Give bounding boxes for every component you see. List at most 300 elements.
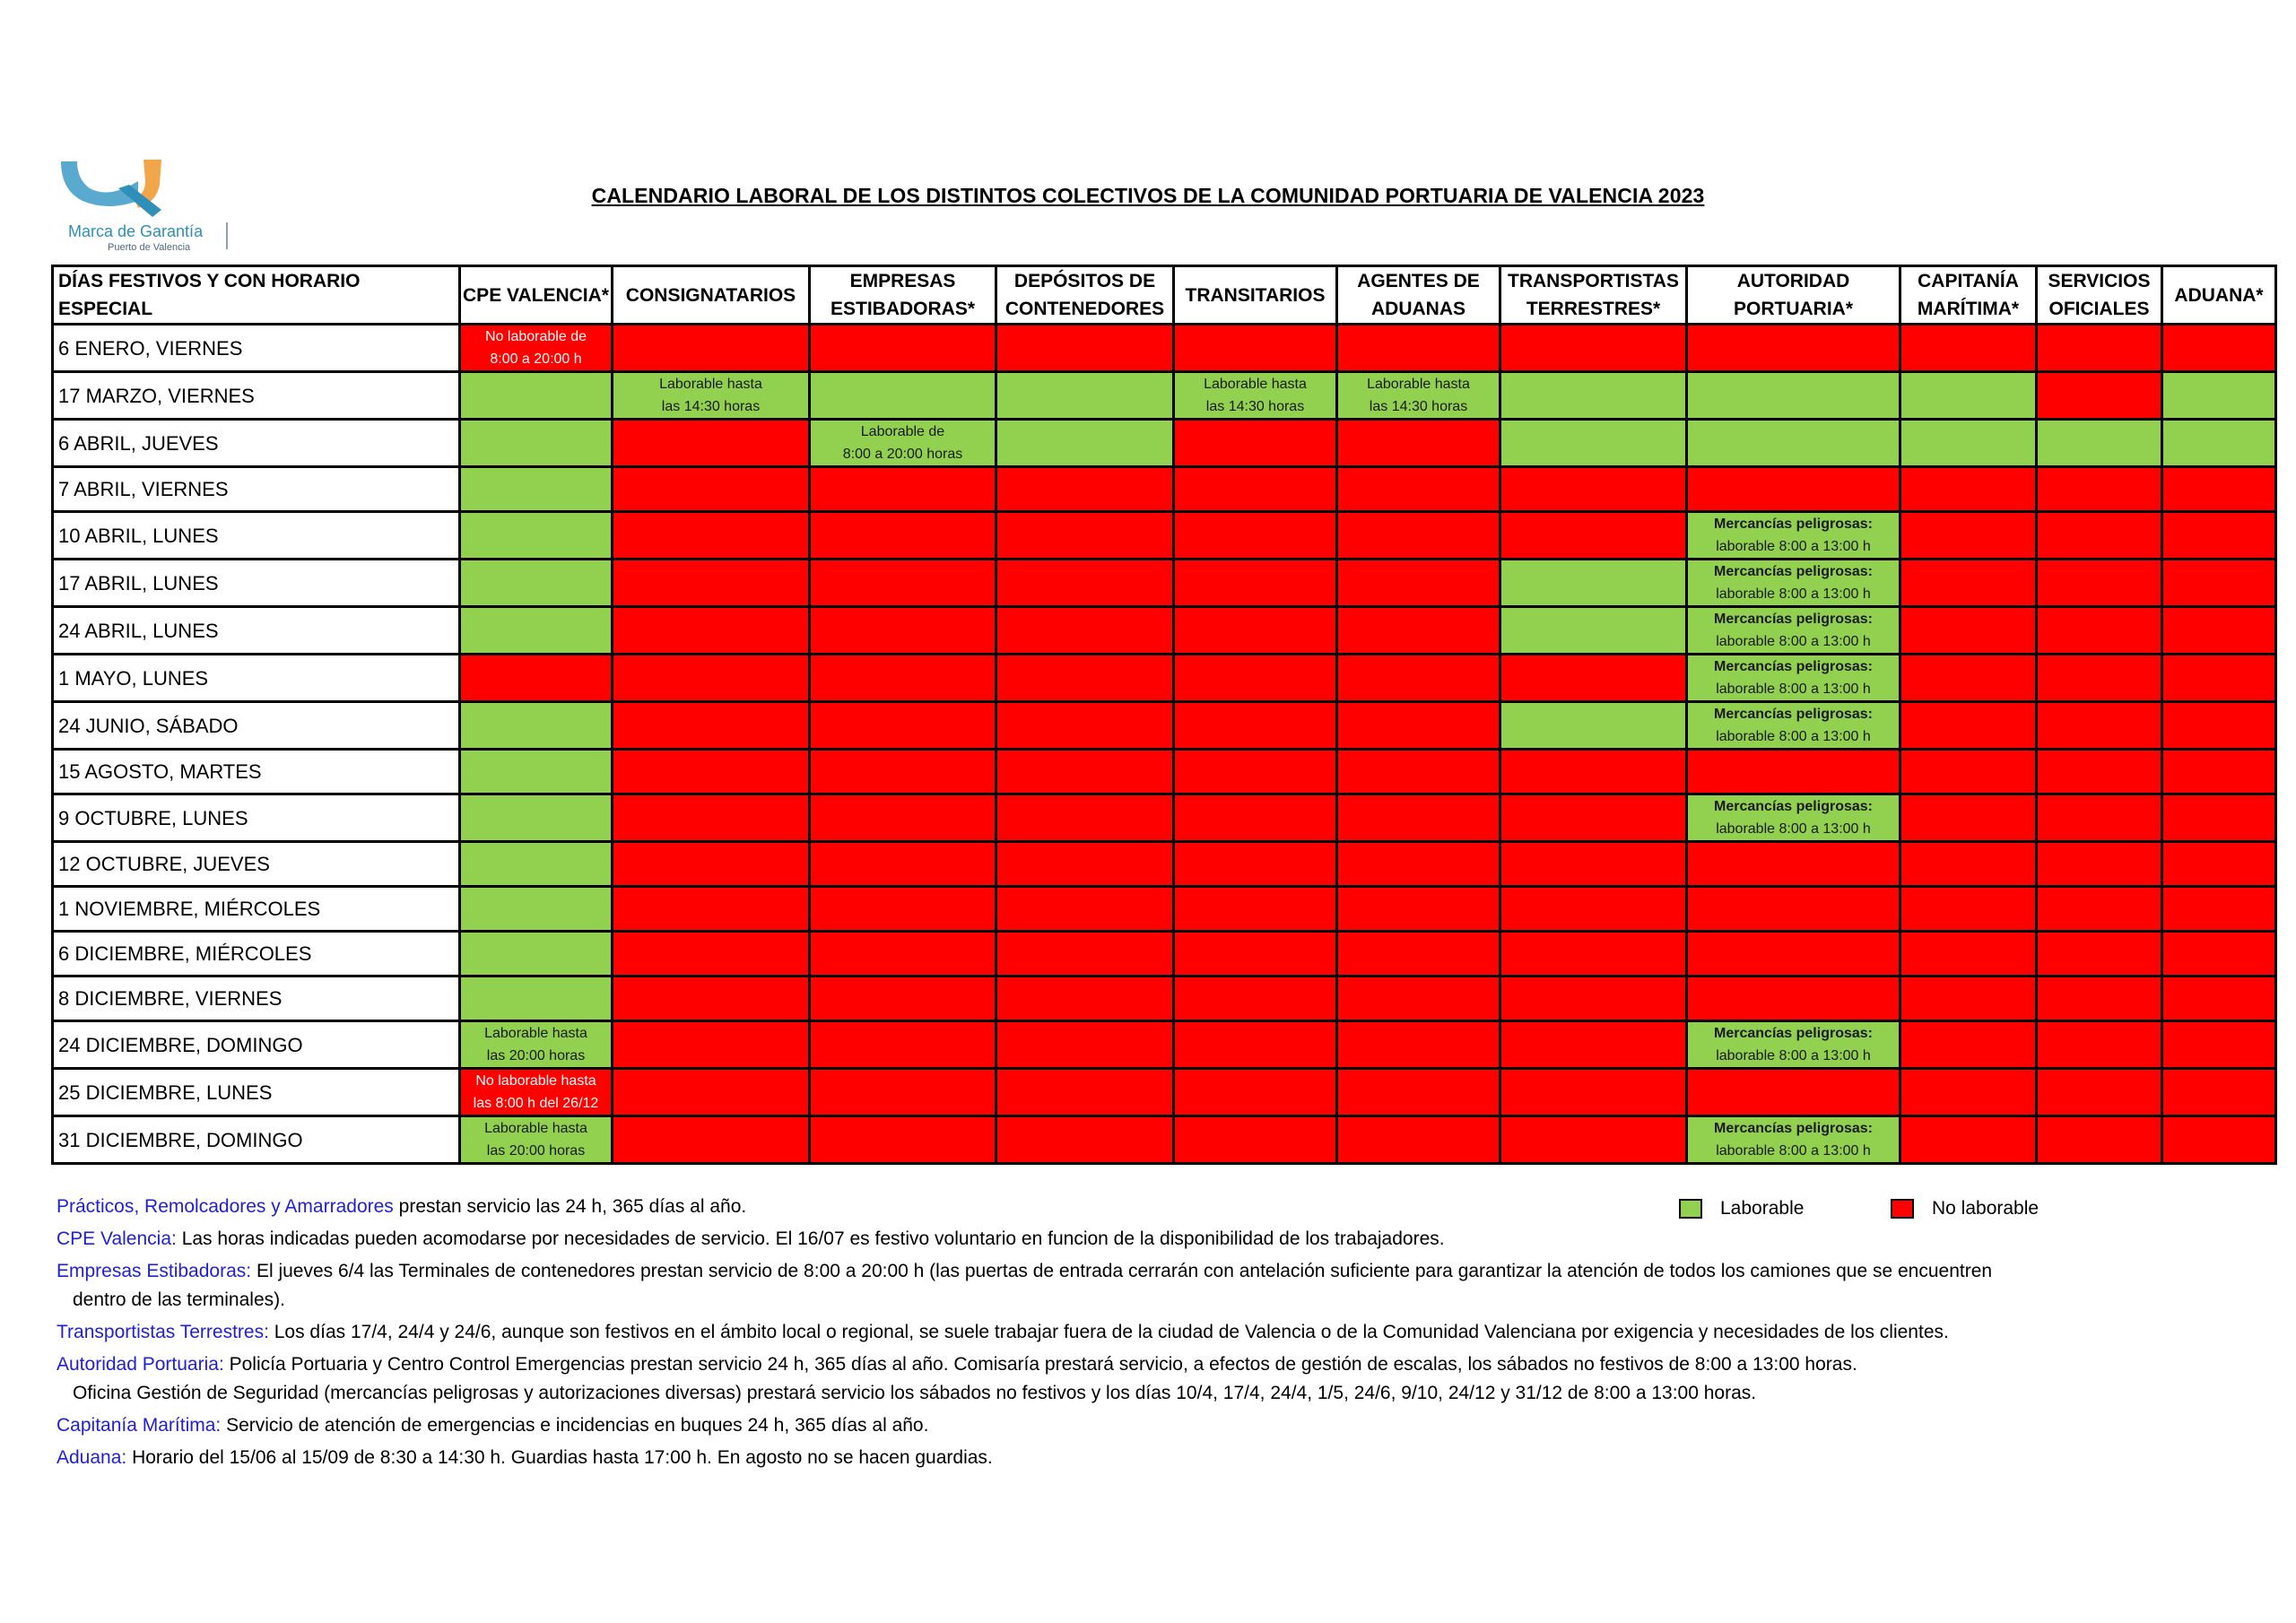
cell-laborable bbox=[810, 420, 996, 467]
cell-note: laborable 8:00 a 13:00 h bbox=[1716, 634, 1871, 649]
header-label: CONSIGNATARIOS bbox=[625, 284, 796, 306]
cell-no-laborable bbox=[1500, 655, 1687, 702]
cell-note: las 14:30 horas bbox=[1205, 399, 1305, 414]
cell-no-laborable bbox=[1900, 560, 2037, 607]
cell-note: Mercancías peligrosas: bbox=[1714, 659, 1873, 674]
cell-no-laborable bbox=[460, 325, 613, 372]
note-key: Transportistas Terrestres: bbox=[57, 1322, 269, 1342]
header-label: ESTIBADORAS* bbox=[830, 299, 976, 319]
table-row bbox=[53, 467, 2276, 512]
day-label: 10 ABRIL, LUNES bbox=[53, 512, 460, 560]
cell-note: No laborable hasta bbox=[475, 1073, 596, 1089]
calendar-table bbox=[51, 265, 2277, 1165]
cell-no-laborable bbox=[1337, 702, 1500, 750]
cell-no-laborable bbox=[2162, 655, 2276, 702]
cell-note: Laborable hasta bbox=[659, 377, 762, 392]
cell-no-laborable bbox=[996, 750, 1174, 794]
cell-note: laborable 8:00 a 13:00 h bbox=[1716, 729, 1871, 744]
cell-note: Mercancías peligrosas: bbox=[1714, 516, 1873, 532]
header-label: TRANSITARIOS bbox=[1185, 284, 1326, 306]
cell-no-laborable bbox=[1174, 1021, 1337, 1069]
cell-no-laborable bbox=[1337, 607, 1500, 655]
table-row bbox=[53, 750, 2276, 794]
table-row bbox=[53, 560, 2276, 607]
header-label: AUTORIDAD bbox=[1736, 271, 1850, 291]
cell-no-laborable bbox=[1900, 794, 2037, 842]
cell-no-laborable bbox=[2037, 372, 2162, 420]
cell-no-laborable bbox=[1337, 1021, 1500, 1069]
cell-laborable bbox=[1687, 655, 1900, 702]
cell-no-laborable bbox=[2037, 325, 2162, 372]
cell-no-laborable bbox=[1900, 325, 2037, 372]
cell-no-laborable bbox=[996, 1116, 1174, 1164]
cell-no-laborable bbox=[810, 750, 996, 794]
cell-laborable bbox=[1687, 560, 1900, 607]
cell-no-laborable bbox=[2037, 560, 2162, 607]
cell-laborable bbox=[1687, 1116, 1900, 1164]
day-label: 24 JUNIO, SÁBADO bbox=[53, 702, 460, 750]
header-col-10 bbox=[2037, 266, 2162, 325]
cell-no-laborable bbox=[1337, 932, 1500, 976]
note-key: Capitanía Marítima: bbox=[57, 1415, 222, 1436]
cell-no-laborable bbox=[996, 1069, 1174, 1116]
header-label: CAPITANÍA bbox=[1918, 271, 2019, 291]
cell-no-laborable bbox=[1500, 1021, 1687, 1069]
cell-no-laborable bbox=[2037, 1116, 2162, 1164]
cell-no-laborable bbox=[810, 512, 996, 560]
cell-no-laborable bbox=[460, 1069, 613, 1116]
cell-laborable bbox=[613, 372, 810, 420]
cell-laborable bbox=[1500, 420, 1687, 467]
note-paragraph bbox=[57, 1350, 2254, 1408]
table-row bbox=[53, 702, 2276, 750]
note-continuation: Oficina Gestión de Seguridad (mercancías peligrosas y autorizaciones diversas) prestará servicio los sábados no festivos y los días 10/4, 17/4, 24/4, 1/5, 24/6, 9/10, 24/12 y 31/12 de 8:00 a 13:00 horas. bbox=[73, 1383, 1757, 1403]
cell-note: las 14:30 horas bbox=[661, 399, 761, 414]
note-key: Autoridad Portuaria: bbox=[57, 1354, 224, 1375]
day-label: 17 ABRIL, LUNES bbox=[53, 560, 460, 607]
cell-no-laborable bbox=[2037, 1069, 2162, 1116]
header-label: ADUANA* bbox=[2174, 284, 2264, 306]
cell-no-laborable bbox=[2162, 887, 2276, 932]
header-label: DEPÓSITOS DE bbox=[1013, 271, 1156, 291]
cell-laborable bbox=[460, 842, 613, 887]
cell-no-laborable bbox=[2037, 842, 2162, 887]
cell-no-laborable bbox=[996, 932, 1174, 976]
cell-note: Laborable hasta bbox=[484, 1026, 587, 1041]
cell-note: laborable 8:00 a 13:00 h bbox=[1716, 586, 1871, 602]
cell-no-laborable bbox=[613, 750, 810, 794]
header-col-7 bbox=[1500, 266, 1687, 325]
cell-note: laborable 8:00 a 13:00 h bbox=[1716, 1048, 1871, 1063]
cell-laborable bbox=[460, 420, 613, 467]
cell-no-laborable bbox=[1174, 1069, 1337, 1116]
cell-no-laborable bbox=[613, 887, 810, 932]
cell-no-laborable bbox=[1900, 655, 2037, 702]
cell-no-laborable bbox=[996, 607, 1174, 655]
table-row bbox=[53, 607, 2276, 655]
cell-laborable bbox=[460, 512, 613, 560]
cell-note: Laborable hasta bbox=[1204, 377, 1307, 392]
cell-no-laborable bbox=[613, 512, 810, 560]
cell-no-laborable bbox=[810, 932, 996, 976]
header-col-9 bbox=[1900, 266, 2037, 325]
cell-note: laborable 8:00 a 13:00 h bbox=[1716, 1143, 1871, 1159]
cell-no-laborable bbox=[810, 794, 996, 842]
cell-laborable bbox=[1687, 372, 1900, 420]
cell-no-laborable bbox=[1500, 887, 1687, 932]
cell-no-laborable bbox=[1500, 842, 1687, 887]
cell-note: 8:00 a 20:00 h bbox=[490, 352, 582, 367]
cell-no-laborable bbox=[1500, 512, 1687, 560]
table-row bbox=[53, 1021, 2276, 1069]
cell-laborable bbox=[460, 750, 613, 794]
note-text: prestan servicio las 24 h, 365 días al año. bbox=[393, 1196, 747, 1217]
cell-laborable bbox=[2162, 420, 2276, 467]
day-label: 1 MAYO, LUNES bbox=[53, 655, 460, 702]
cell-no-laborable bbox=[2162, 1021, 2276, 1069]
cell-no-laborable bbox=[996, 560, 1174, 607]
cell-no-laborable bbox=[1500, 750, 1687, 794]
cell-no-laborable bbox=[613, 1069, 810, 1116]
cell-no-laborable bbox=[1174, 512, 1337, 560]
cell-laborable bbox=[460, 560, 613, 607]
cell-no-laborable bbox=[1174, 794, 1337, 842]
cell-no-laborable bbox=[1337, 794, 1500, 842]
cell-no-laborable bbox=[1337, 325, 1500, 372]
cell-no-laborable bbox=[1174, 702, 1337, 750]
cell-no-laborable bbox=[1337, 887, 1500, 932]
cell-no-laborable bbox=[2162, 794, 2276, 842]
note-paragraph bbox=[57, 1225, 2254, 1254]
cell-laborable bbox=[1500, 372, 1687, 420]
cell-no-laborable bbox=[1337, 655, 1500, 702]
cell-no-laborable bbox=[613, 702, 810, 750]
cell-laborable bbox=[460, 932, 613, 976]
table-row bbox=[53, 976, 2276, 1021]
cell-no-laborable bbox=[1174, 976, 1337, 1021]
note-paragraph bbox=[57, 1411, 2254, 1440]
cell-laborable bbox=[460, 467, 613, 512]
header-label: CPE VALENCIA* bbox=[463, 284, 609, 306]
cell-laborable bbox=[1687, 420, 1900, 467]
cell-laborable bbox=[1687, 1021, 1900, 1069]
cell-no-laborable bbox=[1174, 842, 1337, 887]
cell-no-laborable bbox=[2037, 750, 2162, 794]
cell-no-laborable bbox=[1500, 1069, 1687, 1116]
cell-no-laborable bbox=[2037, 607, 2162, 655]
cell-laborable bbox=[1500, 702, 1687, 750]
cell-laborable bbox=[1687, 794, 1900, 842]
day-label: 25 DICIEMBRE, LUNES bbox=[53, 1069, 460, 1116]
day-label: 1 NOVIEMBRE, MIÉRCOLES bbox=[53, 887, 460, 932]
cell-laborable bbox=[1500, 607, 1687, 655]
cell-laborable bbox=[460, 794, 613, 842]
note-text: Policía Portuaria y Centro Control Emergencias prestan servicio 24 h, 365 días al año. Comisaría prestará servicio, a efectos de gestión de escalas, los sábados no festivos de 8:00 a 13:00 horas. bbox=[223, 1354, 1857, 1375]
cell-no-laborable bbox=[1900, 1116, 2037, 1164]
cell-no-laborable bbox=[1337, 467, 1500, 512]
cell-laborable bbox=[460, 976, 613, 1021]
header-label: TERRESTRES* bbox=[1526, 299, 1661, 319]
cell-laborable bbox=[460, 372, 613, 420]
cell-no-laborable bbox=[1337, 420, 1500, 467]
cell-note: Mercancías peligrosas: bbox=[1714, 612, 1873, 627]
cell-laborable bbox=[460, 1021, 613, 1069]
header-label: ADUANAS bbox=[1371, 299, 1465, 319]
header-days bbox=[53, 266, 460, 325]
note-key: Aduana: bbox=[57, 1447, 127, 1468]
cell-no-laborable bbox=[1174, 932, 1337, 976]
cell-laborable bbox=[1337, 372, 1500, 420]
header-label: DÍAS FESTIVOS Y CON HORARIO ESPECIAL bbox=[58, 271, 361, 319]
cell-no-laborable bbox=[1500, 976, 1687, 1021]
cell-no-laborable bbox=[1900, 842, 2037, 887]
cell-no-laborable bbox=[2037, 794, 2162, 842]
cell-no-laborable bbox=[2037, 1021, 2162, 1069]
table-row bbox=[53, 1116, 2276, 1164]
cell-no-laborable bbox=[1337, 750, 1500, 794]
day-label: 8 DICIEMBRE, VIERNES bbox=[53, 976, 460, 1021]
header-col-6 bbox=[1337, 266, 1500, 325]
cell-no-laborable bbox=[1337, 842, 1500, 887]
cell-note: Mercancías peligrosas: bbox=[1714, 707, 1873, 722]
day-label: 24 ABRIL, LUNES bbox=[53, 607, 460, 655]
cell-no-laborable bbox=[2162, 1116, 2276, 1164]
cell-no-laborable bbox=[1500, 325, 1687, 372]
cell-no-laborable bbox=[1900, 512, 2037, 560]
note-paragraph bbox=[57, 1257, 2254, 1315]
table-row bbox=[53, 1069, 2276, 1116]
cell-laborable bbox=[1687, 702, 1900, 750]
cell-note: las 8:00 h del 26/12 bbox=[473, 1096, 599, 1111]
cell-no-laborable bbox=[2162, 467, 2276, 512]
cell-no-laborable bbox=[1687, 932, 1900, 976]
cell-no-laborable bbox=[613, 560, 810, 607]
cell-note: las 20:00 horas bbox=[486, 1048, 586, 1063]
day-label: 12 OCTUBRE, JUEVES bbox=[53, 842, 460, 887]
cell-note: Laborable de bbox=[860, 424, 945, 439]
table-row bbox=[53, 794, 2276, 842]
cell-no-laborable bbox=[613, 932, 810, 976]
cell-laborable bbox=[1900, 420, 2037, 467]
cell-no-laborable bbox=[613, 420, 810, 467]
cell-laborable bbox=[996, 420, 1174, 467]
cell-no-laborable bbox=[996, 1021, 1174, 1069]
cell-no-laborable bbox=[810, 976, 996, 1021]
cell-no-laborable bbox=[1337, 560, 1500, 607]
cell-no-laborable bbox=[1900, 976, 2037, 1021]
note-continuation: dentro de las terminales). bbox=[73, 1289, 285, 1310]
cell-no-laborable bbox=[2162, 750, 2276, 794]
cell-no-laborable bbox=[1174, 655, 1337, 702]
header-col-1 bbox=[460, 266, 613, 325]
note-text: Los días 17/4, 24/4 y 24/6, aunque son festivos en el ámbito local o regional, se suele trabajar fuera de la ciudad de Valencia o de la Comunidad Valenciana por exigencia y necesidades de los clientes. bbox=[268, 1322, 1949, 1342]
cell-no-laborable bbox=[810, 842, 996, 887]
header-label: SERVICIOS bbox=[2048, 271, 2151, 291]
cell-no-laborable bbox=[2037, 976, 2162, 1021]
note-key: Prácticos, Remolcadores y Amarradores bbox=[57, 1196, 394, 1217]
footnotes bbox=[57, 1193, 2254, 1476]
cell-no-laborable bbox=[1337, 1116, 1500, 1164]
note-paragraph bbox=[57, 1318, 2254, 1347]
cell-note: las 14:30 horas bbox=[1369, 399, 1468, 414]
cell-no-laborable bbox=[1687, 467, 1900, 512]
header-col-11 bbox=[2162, 266, 2276, 325]
cell-no-laborable bbox=[1337, 512, 1500, 560]
cell-no-laborable bbox=[810, 607, 996, 655]
header-label: TRANSPORTISTAS bbox=[1508, 271, 1679, 291]
note-key: CPE Valencia: bbox=[57, 1228, 177, 1249]
table-row bbox=[53, 372, 2276, 420]
cell-note: laborable 8:00 a 13:00 h bbox=[1716, 681, 1871, 697]
cell-note: laborable 8:00 a 13:00 h bbox=[1716, 821, 1871, 837]
cell-no-laborable bbox=[1687, 750, 1900, 794]
cell-no-laborable bbox=[1900, 750, 2037, 794]
cell-no-laborable bbox=[1174, 887, 1337, 932]
header-col-8 bbox=[1687, 266, 1900, 325]
cell-no-laborable bbox=[613, 842, 810, 887]
cell-no-laborable bbox=[2162, 560, 2276, 607]
cell-note: 8:00 a 20:00 horas bbox=[842, 447, 963, 462]
header-label: AGENTES DE bbox=[1357, 271, 1480, 291]
note-text: Las horas indicadas pueden acomodarse por necesidades de servicio. El 16/07 es festivo voluntario en funcion de la disponibilidad de los trabajadores. bbox=[176, 1228, 1445, 1249]
cell-no-laborable bbox=[996, 325, 1174, 372]
cell-no-laborable bbox=[2037, 512, 2162, 560]
cell-no-laborable bbox=[1900, 1069, 2037, 1116]
cell-note: las 20:00 horas bbox=[486, 1143, 586, 1159]
cell-no-laborable bbox=[2037, 467, 2162, 512]
cell-no-laborable bbox=[1900, 467, 2037, 512]
cell-no-laborable bbox=[1687, 842, 1900, 887]
cell-no-laborable bbox=[996, 467, 1174, 512]
cell-no-laborable bbox=[1174, 1116, 1337, 1164]
cell-no-laborable bbox=[1174, 420, 1337, 467]
cell-no-laborable bbox=[810, 467, 996, 512]
cell-no-laborable bbox=[2162, 607, 2276, 655]
logo-name: Marca de Garantía bbox=[68, 222, 204, 240]
table-row bbox=[53, 420, 2276, 467]
cell-no-laborable bbox=[2037, 655, 2162, 702]
header-label: OFICIALES bbox=[2048, 299, 2150, 319]
header-label: MARÍTIMA* bbox=[1917, 299, 2020, 319]
note-text: Servicio de atención de emergencias e incidencias en buques 24 h, 365 días al año. bbox=[221, 1415, 929, 1436]
cell-note: No laborable de bbox=[485, 329, 587, 344]
cell-no-laborable bbox=[1687, 887, 1900, 932]
cell-no-laborable bbox=[2162, 325, 2276, 372]
header-label: CONTENEDORES bbox=[1004, 299, 1165, 319]
cell-no-laborable bbox=[2162, 512, 2276, 560]
cell-note: Laborable hasta bbox=[484, 1121, 587, 1136]
cell-no-laborable bbox=[1500, 794, 1687, 842]
legend-laborable-label: Laborable bbox=[1720, 1198, 1805, 1219]
day-label: 24 DICIEMBRE, DOMINGO bbox=[53, 1021, 460, 1069]
note-text: Horario del 15/06 al 15/09 de 8:30 a 14:30 h. Guardias hasta 17:00 h. En agosto no se hacen guardias. bbox=[126, 1447, 993, 1468]
cell-note: Mercancías peligrosas: bbox=[1714, 799, 1873, 814]
cell-no-laborable bbox=[1174, 750, 1337, 794]
cell-no-laborable bbox=[810, 887, 996, 932]
cell-no-laborable bbox=[1900, 607, 2037, 655]
cell-laborable bbox=[1174, 372, 1337, 420]
header-label: PORTUARIA* bbox=[1733, 299, 1853, 319]
table-row bbox=[53, 512, 2276, 560]
cell-no-laborable bbox=[810, 325, 996, 372]
cell-laborable bbox=[810, 372, 996, 420]
cell-no-laborable bbox=[2162, 1069, 2276, 1116]
cell-no-laborable bbox=[1900, 887, 2037, 932]
day-label: 6 DICIEMBRE, MIÉRCOLES bbox=[53, 932, 460, 976]
logo-divider bbox=[226, 222, 228, 249]
table-row bbox=[53, 325, 2276, 372]
cell-no-laborable bbox=[1174, 607, 1337, 655]
cell-no-laborable bbox=[810, 1116, 996, 1164]
cell-note: Mercancías peligrosas: bbox=[1714, 1121, 1873, 1136]
cell-no-laborable bbox=[613, 1021, 810, 1069]
cell-no-laborable bbox=[810, 560, 996, 607]
logo-subtitle: Puerto de Valencia bbox=[108, 242, 191, 253]
cell-no-laborable bbox=[613, 655, 810, 702]
cell-laborable bbox=[1687, 512, 1900, 560]
cell-no-laborable bbox=[613, 1116, 810, 1164]
cell-no-laborable bbox=[810, 1021, 996, 1069]
header-label: EMPRESAS bbox=[849, 271, 956, 291]
cell-no-laborable bbox=[2162, 976, 2276, 1021]
cell-no-laborable bbox=[1337, 976, 1500, 1021]
cell-no-laborable bbox=[996, 794, 1174, 842]
cell-no-laborable bbox=[2037, 887, 2162, 932]
cell-no-laborable bbox=[996, 976, 1174, 1021]
cell-no-laborable bbox=[1500, 467, 1687, 512]
cell-no-laborable bbox=[613, 467, 810, 512]
cell-no-laborable bbox=[1500, 1116, 1687, 1164]
cell-no-laborable bbox=[1900, 702, 2037, 750]
cell-no-laborable bbox=[1900, 932, 2037, 976]
cell-laborable bbox=[1500, 560, 1687, 607]
cell-no-laborable bbox=[810, 702, 996, 750]
note-paragraph bbox=[57, 1444, 2254, 1472]
cell-no-laborable bbox=[1500, 932, 1687, 976]
cell-no-laborable bbox=[1174, 467, 1337, 512]
day-label: 6 ABRIL, JUEVES bbox=[53, 420, 460, 467]
cell-note: laborable 8:00 a 13:00 h bbox=[1716, 539, 1871, 554]
cell-laborable bbox=[2162, 372, 2276, 420]
cell-no-laborable bbox=[2037, 932, 2162, 976]
table-row bbox=[53, 842, 2276, 887]
table-row bbox=[53, 887, 2276, 932]
cell-no-laborable bbox=[996, 512, 1174, 560]
cell-laborable bbox=[1687, 607, 1900, 655]
page-title: CALENDARIO LABORAL DE LOS DISTINTOS COLECTIVOS DE LA COMUNIDAD PORTUARIA DE VALENCIA 2023 bbox=[591, 184, 1705, 207]
cell-no-laborable bbox=[1687, 976, 1900, 1021]
cell-no-laborable bbox=[613, 794, 810, 842]
header-col-3 bbox=[810, 266, 996, 325]
day-label: 6 ENERO, VIERNES bbox=[53, 325, 460, 372]
cell-no-laborable bbox=[996, 702, 1174, 750]
cell-laborable bbox=[460, 887, 613, 932]
table-row bbox=[53, 932, 2276, 976]
cell-no-laborable bbox=[1174, 325, 1337, 372]
cell-no-laborable bbox=[613, 325, 810, 372]
cell-note: Laborable hasta bbox=[1367, 377, 1470, 392]
cell-no-laborable bbox=[1337, 1069, 1500, 1116]
cell-laborable bbox=[460, 1116, 613, 1164]
cell-no-laborable bbox=[460, 655, 613, 702]
day-label: 9 OCTUBRE, LUNES bbox=[53, 794, 460, 842]
cell-no-laborable bbox=[810, 1069, 996, 1116]
cell-no-laborable bbox=[2162, 702, 2276, 750]
cell-no-laborable bbox=[2162, 842, 2276, 887]
header-col-2 bbox=[613, 266, 810, 325]
cell-laborable bbox=[460, 607, 613, 655]
header-col-5 bbox=[1174, 266, 1337, 325]
